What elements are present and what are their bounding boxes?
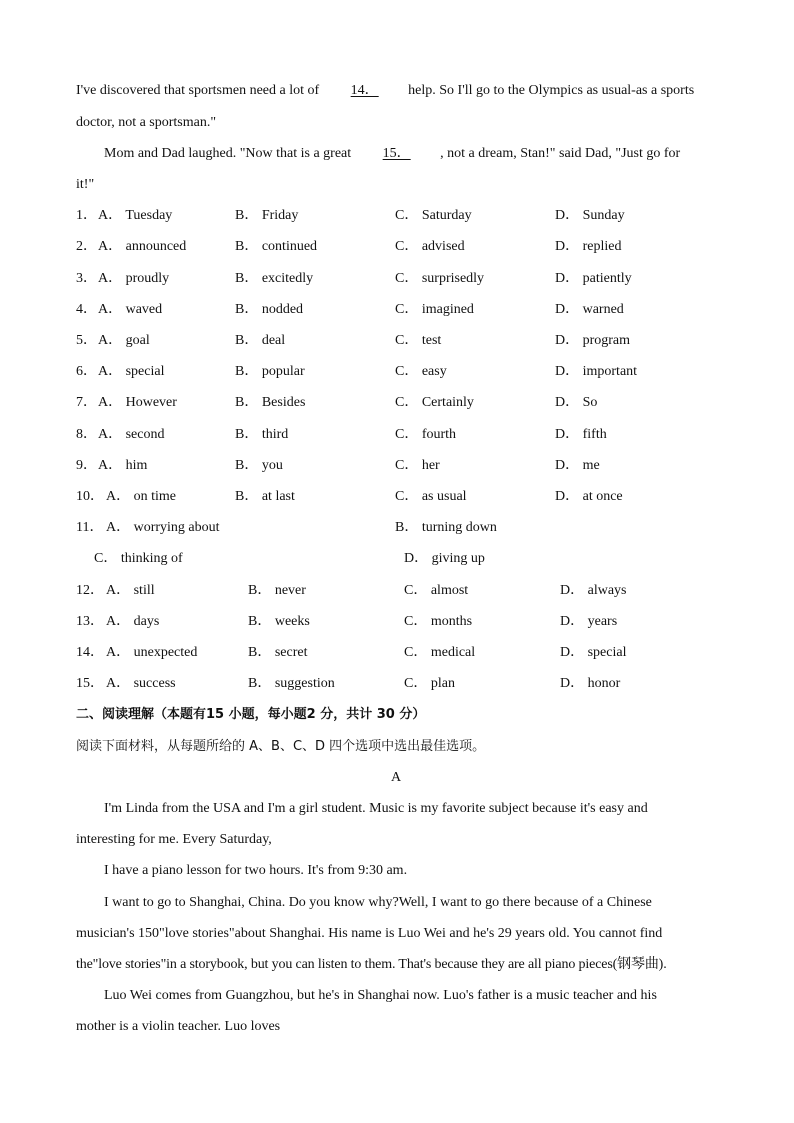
option-a: A． unexpected: [106, 645, 198, 660]
question-row-continued: [0, 550, 794, 568]
option-a: A． Tuesday: [98, 208, 173, 223]
paragraph-line: I'm Linda from the USA and I'm a girl student. Music is my favorite subject because it's easy and: [104, 801, 648, 816]
option-d: D． honor: [560, 676, 621, 691]
option-c: C． advised: [395, 239, 465, 254]
question-number: 9．: [76, 458, 97, 473]
option-a: A． special: [98, 364, 165, 379]
option-a: A． waved: [98, 302, 163, 317]
option-c: C． plan: [404, 676, 455, 691]
paragraph-line: Luo Wei comes from Guangzhou, but he's in Shanghai now. Luo's father is a music teacher and his: [104, 988, 657, 1003]
question-number: 2．: [76, 239, 97, 254]
question-row: [0, 519, 794, 537]
question-number: 4．: [76, 302, 97, 317]
option-a: A． success: [106, 676, 176, 691]
option-d: D． at once: [555, 489, 623, 504]
option-c: C． thinking of: [94, 551, 183, 566]
option-b: B． turning down: [395, 520, 497, 535]
question-row: [0, 238, 794, 256]
option-b: B． excitedly: [235, 271, 314, 286]
option-b: B． Besides: [235, 395, 306, 410]
question-row: [0, 207, 794, 225]
question-number: 5．: [76, 333, 97, 348]
option-d: D． special: [560, 645, 627, 660]
question-row: [0, 457, 794, 475]
question-row: [0, 644, 794, 662]
question-number: 10．: [76, 489, 104, 504]
option-d: D． Sunday: [555, 208, 625, 223]
question-row: [0, 488, 794, 506]
question-row: [0, 675, 794, 693]
option-b: B． you: [235, 458, 283, 473]
question-row: [0, 426, 794, 444]
question-row: [0, 363, 794, 381]
option-c: C． Saturday: [395, 208, 472, 223]
option-b: B． popular: [235, 364, 305, 379]
paragraph-line: mother is a violin teacher. Luo loves: [76, 1019, 281, 1034]
option-b: B． third: [235, 427, 289, 442]
option-a: A． proudly: [98, 271, 170, 286]
option-d: D． patiently: [555, 271, 632, 286]
option-b: B． deal: [235, 333, 286, 348]
option-c: C． her: [395, 458, 440, 473]
option-d: D． me: [555, 458, 600, 473]
option-a: A． still: [106, 583, 155, 598]
option-b: B． weeks: [248, 614, 310, 629]
question-number: 12．: [76, 583, 104, 598]
question-row: [0, 270, 794, 288]
paragraph-line: the"love stories"in a storybook, but you can listen to them. That's because they are all piano pieces(钢琴曲).: [76, 957, 667, 972]
option-b: B． suggestion: [248, 676, 335, 691]
question-number: 14．: [76, 645, 104, 660]
option-b: B． Friday: [235, 208, 299, 223]
section-title: 二、阅读理解（本题有15 小题，每小题2 分，共计 30 分）: [76, 707, 426, 722]
passage-line-1: [76, 82, 694, 100]
option-d: D． So: [555, 395, 598, 410]
blank-15: 15．: [382, 146, 411, 161]
option-a: A． second: [98, 427, 165, 442]
option-d: D． giving up: [404, 551, 485, 566]
section-instruction: 阅读下面材料，从每题所给的 A、B、C、D 四个选项中选出最佳选项。: [76, 739, 486, 754]
question-number: 13．: [76, 614, 104, 629]
option-d: D． warned: [555, 302, 624, 317]
option-a: A． However: [98, 395, 177, 410]
passage-line-4: it!": [76, 177, 95, 192]
option-c: C． surprisedly: [395, 271, 485, 286]
option-c: C． as usual: [395, 489, 467, 504]
question-number: 7．: [76, 395, 97, 410]
question-number: 6．: [76, 364, 97, 379]
passage-line-3: [104, 145, 680, 163]
option-a: A． goal: [98, 333, 150, 348]
passage-text: Mom and Dad laughed. "Now that is a great: [104, 146, 352, 161]
question-number: 1．: [76, 208, 97, 223]
question-number: 15．: [76, 676, 104, 691]
option-c: C． months: [404, 614, 473, 629]
option-a: A． on time: [106, 489, 176, 504]
question-row: [0, 332, 794, 350]
option-d: D． always: [560, 583, 627, 598]
option-d: D． years: [560, 614, 618, 629]
option-d: D． program: [555, 333, 631, 348]
option-d: D． fifth: [555, 427, 607, 442]
option-b: B． nodded: [235, 302, 304, 317]
passage-text: I've discovered that sportsmen need a lot of: [76, 83, 320, 98]
blank-14: 14．: [350, 83, 379, 98]
question-row: [0, 613, 794, 631]
paragraph-line: I want to go to Shanghai, China. Do you know why?Well, I want to go there because of a Chinese: [104, 895, 652, 910]
question-number: 8．: [76, 427, 97, 442]
option-c: C． fourth: [395, 427, 457, 442]
option-d: D． important: [555, 364, 638, 379]
option-d: D． replied: [555, 239, 622, 254]
passage-text: , not a dream, Stan!" said Dad, "Just go for: [440, 146, 681, 161]
passage-text: help. So I'll go to the Olympics as usual-as a sports: [408, 83, 695, 98]
option-c: C． Certainly: [395, 395, 474, 410]
question-row: [0, 301, 794, 319]
option-c: C． imagined: [395, 302, 474, 317]
question-number: 11．: [76, 520, 104, 535]
option-c: C． almost: [404, 583, 469, 598]
option-c: C． medical: [404, 645, 476, 660]
option-a: A． worrying about: [106, 520, 220, 535]
option-c: C． easy: [395, 364, 447, 379]
paragraph-line: I have a piano lesson for two hours. It's from 9:30 am.: [104, 863, 408, 878]
option-a: A． him: [98, 458, 148, 473]
option-b: B． continued: [235, 239, 318, 254]
paragraph-line: interesting for me. Every Saturday,: [76, 832, 272, 847]
question-number: 3．: [76, 271, 97, 286]
option-a: A． days: [106, 614, 160, 629]
question-row: [0, 582, 794, 600]
option-a: A． announced: [98, 239, 187, 254]
option-b: B． at last: [235, 489, 295, 504]
paragraph-line: musician's 150"love stories"about Shanghai. His name is Luo Wei and he's 29 years old. You cannot find: [76, 926, 663, 941]
option-b: B． never: [248, 583, 306, 598]
option-c: C． test: [395, 333, 442, 348]
question-row: [0, 394, 794, 412]
part-label: A: [391, 770, 402, 785]
option-b: B． secret: [248, 645, 308, 660]
passage-line-2: doctor, not a sportsman.": [76, 115, 217, 130]
